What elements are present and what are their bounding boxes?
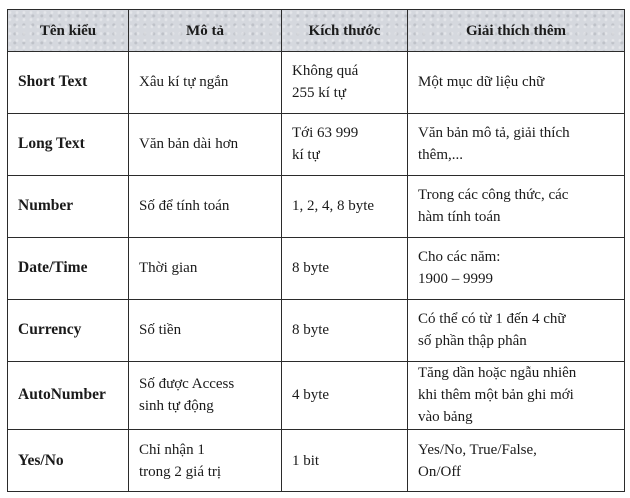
notes-line: Trong các công thức, các [418, 187, 569, 204]
description-line: Số tiền [139, 322, 182, 339]
table-row [8, 299, 625, 361]
notes-line: thêm,... [418, 147, 463, 164]
description-line: Văn bản dài hơn [139, 136, 239, 153]
size-line: Tới 63 999 [292, 125, 359, 142]
size-cell [282, 430, 408, 492]
size-line: 4 byte [292, 387, 330, 404]
size-line: kí tự [292, 147, 320, 164]
notes-line: On/Off [418, 463, 462, 480]
size-cell [282, 113, 408, 175]
notes-cell [408, 237, 625, 299]
notes-cell [408, 299, 625, 361]
type-name-cell: Number [8, 175, 129, 237]
table-row [8, 361, 625, 429]
table-row [8, 430, 625, 492]
type-name-cell: Long Text [8, 113, 129, 175]
notes-cell [408, 430, 625, 492]
notes-cell [408, 175, 625, 237]
table-row [8, 113, 625, 175]
size-line: 8 byte [292, 260, 330, 277]
table-row [8, 175, 625, 237]
description-line: sinh tự động [139, 398, 214, 415]
type-name-cell: Short Text [8, 52, 129, 114]
table-row [8, 52, 625, 114]
notes-cell [408, 361, 625, 429]
notes-line: Yes/No, True/False, [418, 441, 537, 458]
type-name-cell: AutoNumber [8, 361, 129, 429]
notes-cell [408, 52, 625, 114]
table-row [8, 237, 625, 299]
description-cell [129, 52, 282, 114]
size-cell [282, 237, 408, 299]
description-line: Thời gian [139, 260, 198, 277]
notes-line: 1900 – 9999 [418, 271, 493, 288]
description-cell [129, 430, 282, 492]
description-line: Chỉ nhận 1 [139, 441, 205, 458]
type-name-cell: Date/Time [8, 237, 129, 299]
size-line: Không quá [292, 63, 359, 80]
description-line: trong 2 giá trị [139, 463, 222, 480]
size-line: 255 kí tự [292, 85, 346, 102]
notes-line: Cho các năm: [418, 249, 501, 266]
notes-line: Tăng dần hoặc ngẫu nhiên [418, 365, 577, 382]
size-line: 1, 2, 4, 8 byte [292, 198, 375, 215]
header-description: Mô tả [129, 10, 282, 52]
size-cell [282, 299, 408, 361]
type-name-cell: Yes/No [8, 430, 129, 492]
notes-line: Một mục dữ liệu chữ [418, 74, 545, 91]
header-type-name: Tên kiểu [8, 10, 129, 52]
size-line: 8 byte [292, 322, 330, 339]
size-cell [282, 52, 408, 114]
size-line: 1 bit [292, 452, 320, 469]
header-row [8, 10, 625, 52]
notes-line: Văn bản mô tả, giải thích [418, 125, 570, 142]
description-cell [129, 237, 282, 299]
description-line: Số được Access [139, 376, 235, 393]
data-types-table [7, 9, 625, 492]
notes-line: vào bảng [418, 409, 473, 426]
description-cell [129, 113, 282, 175]
notes-line: số phần thập phân [418, 333, 527, 350]
type-name-cell: Currency [8, 299, 129, 361]
notes-line: Có thể có từ 1 đến 4 chữ [418, 311, 566, 328]
description-line: Số để tính toán [139, 198, 230, 215]
size-cell [282, 175, 408, 237]
table-header [8, 10, 625, 52]
description-cell [129, 175, 282, 237]
description-cell [129, 299, 282, 361]
size-cell [282, 361, 408, 429]
description-line: Xâu kí tự ngắn [139, 74, 229, 91]
notes-cell [408, 113, 625, 175]
header-size: Kích thước [282, 10, 408, 52]
header-notes: Giải thích thêm [408, 10, 625, 52]
notes-line: khi thêm một bản ghi mới [418, 387, 574, 404]
notes-line: hàm tính toán [418, 209, 501, 226]
description-cell [129, 361, 282, 429]
table-body [8, 52, 625, 492]
